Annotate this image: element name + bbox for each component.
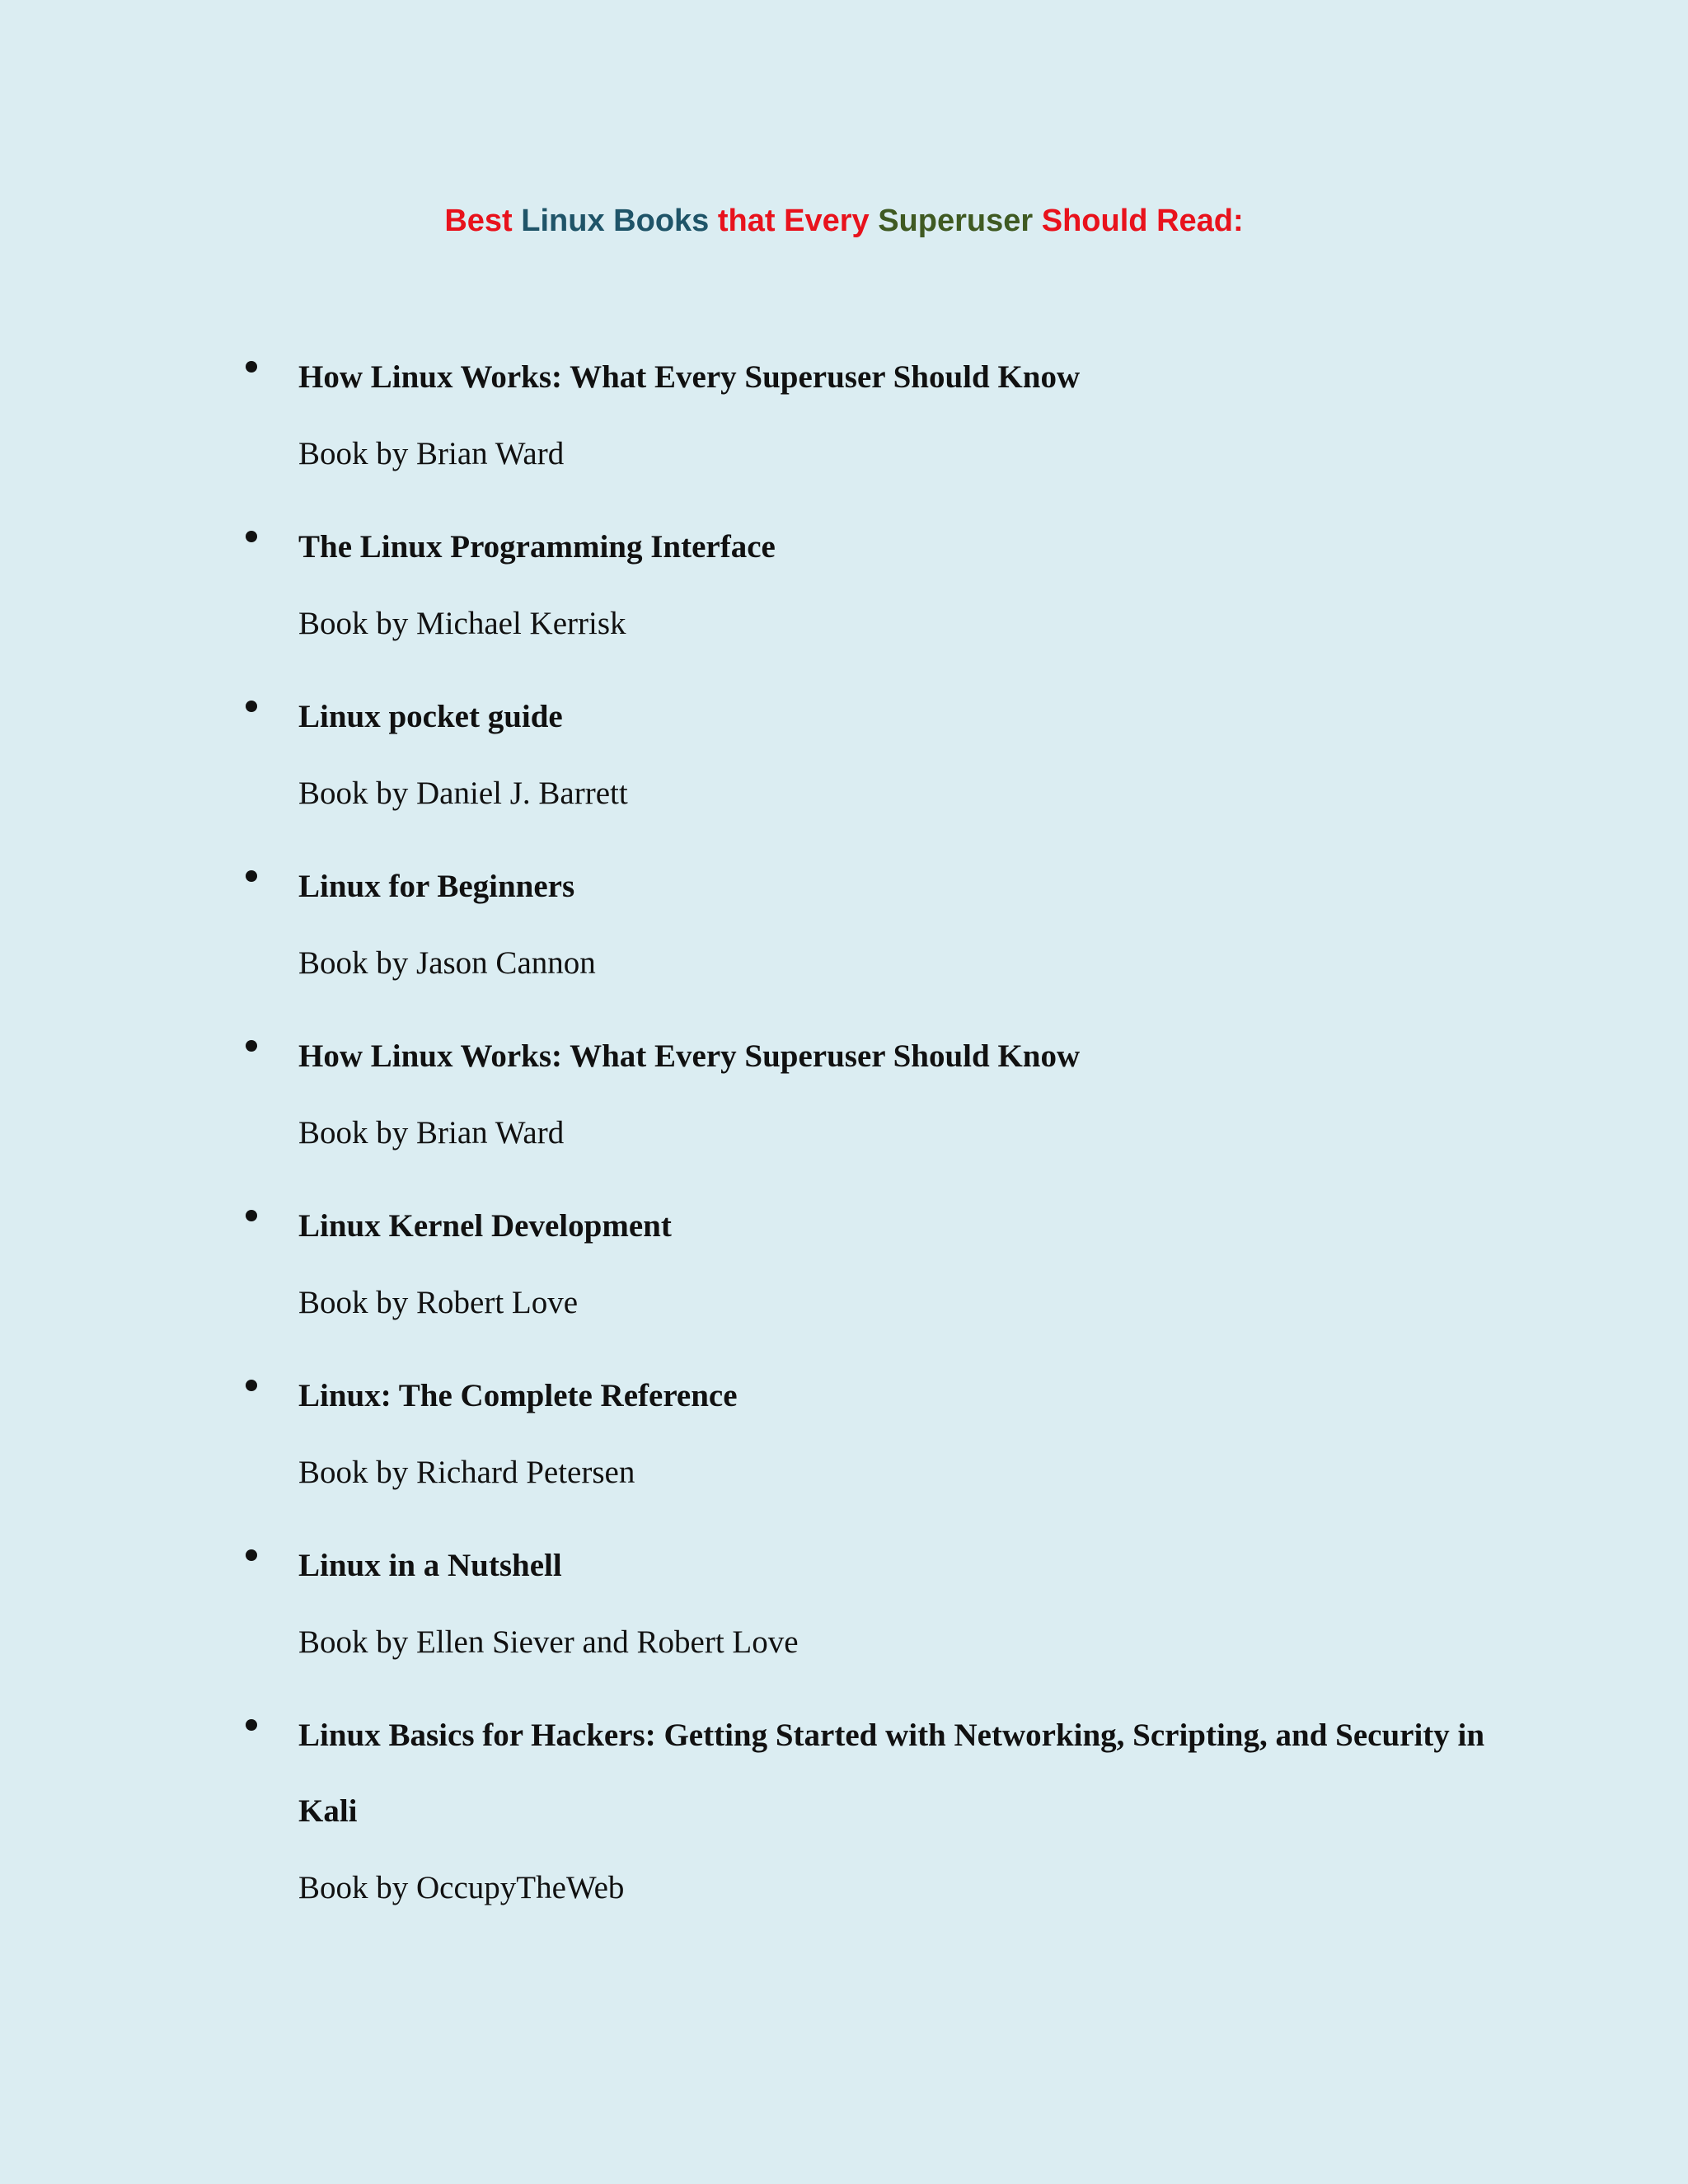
book-item bbox=[298, 1019, 1535, 1172]
book-title: Linux Basics for Hackers: Getting Started with Networking, Scripting, and Security in Kali bbox=[298, 1718, 1485, 1829]
book-title: The Linux Programming Interface bbox=[298, 529, 776, 565]
book-item bbox=[298, 1188, 1535, 1342]
page-title bbox=[0, 198, 1688, 244]
book-author: Book by Brian Ward bbox=[298, 1115, 565, 1151]
title-word: Read: bbox=[1156, 204, 1244, 238]
book-author: Book by Richard Petersen bbox=[298, 1455, 635, 1490]
book-title: Linux: The Complete Reference bbox=[298, 1378, 738, 1413]
book-author: Book by Brian Ward bbox=[298, 436, 565, 471]
book-author: Book by Jason Cannon bbox=[298, 945, 596, 981]
title-word: Should bbox=[1041, 204, 1148, 238]
bullet-icon bbox=[246, 361, 257, 373]
title-word: that bbox=[717, 204, 776, 238]
book-item bbox=[298, 679, 1535, 832]
bullet-icon bbox=[246, 870, 257, 882]
bullet-icon bbox=[246, 1040, 257, 1052]
bullet-icon bbox=[246, 1549, 257, 1561]
bullet-icon bbox=[246, 1380, 257, 1391]
bullet-icon bbox=[246, 531, 257, 542]
book-item bbox=[298, 340, 1535, 493]
book-author: Book by Ellen Siever and Robert Love bbox=[298, 1624, 799, 1660]
book-author: Book by Daniel J. Barrett bbox=[298, 776, 628, 811]
book-title: Linux in a Nutshell bbox=[298, 1548, 562, 1583]
book-author: Book by Robert Love bbox=[298, 1285, 579, 1320]
book-item bbox=[298, 1358, 1535, 1511]
bullet-icon bbox=[246, 1719, 257, 1731]
book-item bbox=[298, 1698, 1535, 1927]
title-word: Every bbox=[784, 204, 870, 238]
book-title: Linux Kernel Development bbox=[298, 1208, 672, 1244]
book-title: Linux pocket guide bbox=[298, 699, 563, 734]
book-title: Linux for Beginners bbox=[298, 869, 575, 904]
title-word: Books bbox=[613, 204, 710, 238]
book-list bbox=[298, 340, 1535, 1943]
book-item bbox=[298, 509, 1535, 663]
book-title: How Linux Works: What Every Superuser Should Know bbox=[298, 1038, 1081, 1074]
book-item bbox=[298, 1528, 1535, 1681]
book-title: How Linux Works: What Every Superuser Should Know bbox=[298, 359, 1081, 395]
book-author: Book by Michael Kerrisk bbox=[298, 606, 626, 641]
title-word: Superuser bbox=[878, 204, 1034, 238]
book-author: Book by OccupyTheWeb bbox=[298, 1870, 625, 1905]
bullet-icon bbox=[246, 701, 257, 712]
title-word: Best bbox=[444, 204, 513, 238]
bullet-icon bbox=[246, 1210, 257, 1221]
title-word: Linux bbox=[521, 204, 605, 238]
book-item bbox=[298, 849, 1535, 1002]
